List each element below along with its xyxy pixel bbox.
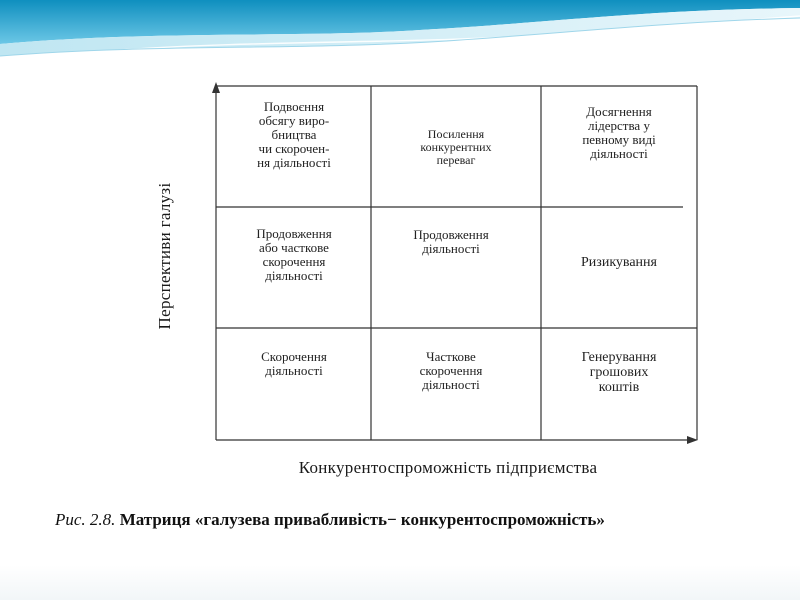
y-axis-arrowhead [212,82,220,93]
matrix-cell-r1c3: Досягнення лідерства у певному виді діяльності [582,104,656,161]
figure-caption [55,508,775,532]
matrix-cell-r2c3: Ризикування [581,255,657,270]
matrix-cell-r2c2: Продовження діяльності [413,227,489,256]
matrix-cell-r3c1: Скорочення діяльності [261,349,327,378]
x-axis-label: Конкурентоспроможність підприємства [298,458,598,477]
matrix-cell-r3c3: Генерування грошових коштів [581,350,657,395]
matrix-cell-r2c1: Продовження або часткове скорочення діяльності [256,226,332,283]
x-axis-arrowhead [687,436,698,444]
matrix-cell-r3c2: Часткове скорочення діяльності [419,349,483,392]
y-axis-label: Перспективи галузі [155,182,174,330]
matrix-cell-r1c2: Посилення конкурентних переваг [420,127,492,167]
figure-caption-title: Матриця «галузева привабливість− конкурентоспроможність» [119,510,605,529]
matrix-cell-r1c1: Подвоєння обсягу виро- бництва чи скорочен- ня діяльності [257,99,331,170]
figure-caption-number: Рис. 2.8. [55,510,116,529]
